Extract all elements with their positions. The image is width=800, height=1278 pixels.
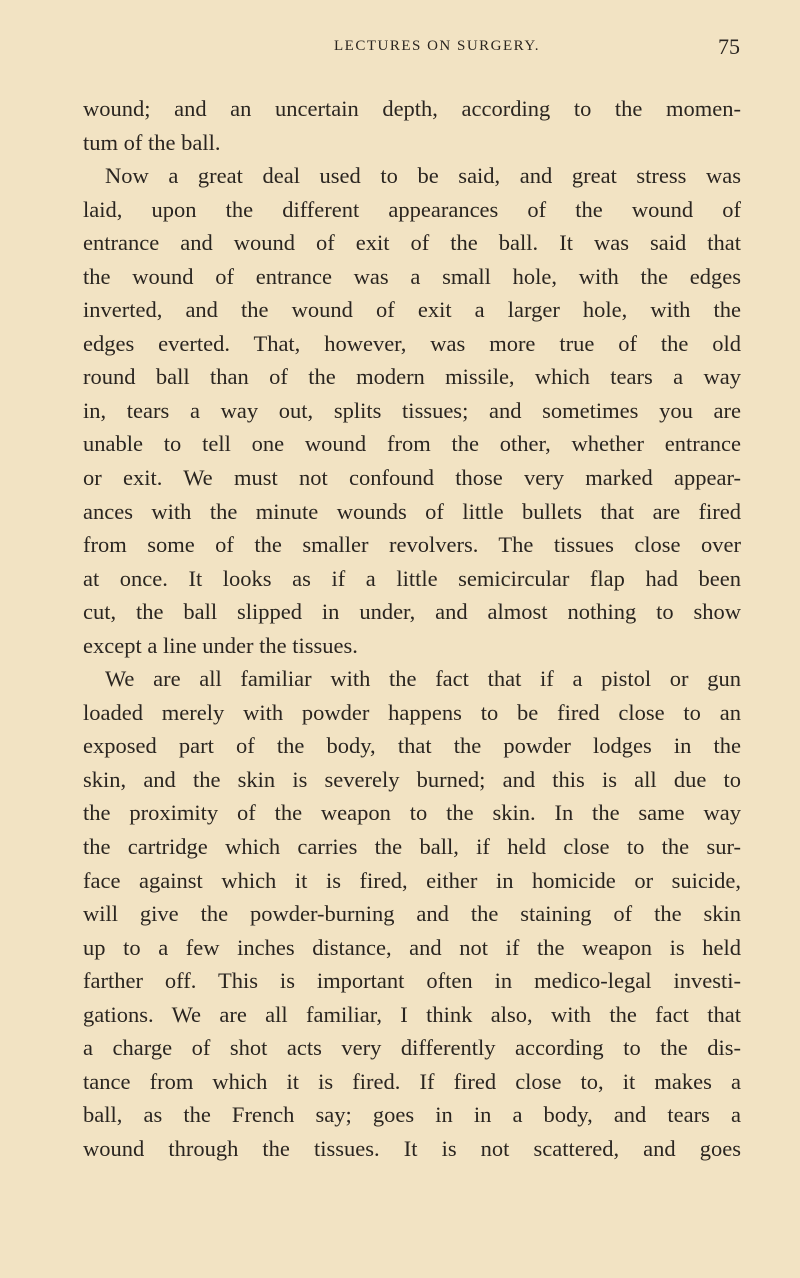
text-line: will give the powder-burning and the staining of the skin	[83, 901, 741, 927]
text-line: inverted, and the wound of exit a larger hole, with the	[83, 297, 741, 323]
text-line: laid, upon the different appearances of the wound of	[83, 196, 741, 222]
text-line: Now a great deal used to be said, and great stress was	[105, 163, 741, 189]
text-line: tum of the ball.	[83, 129, 221, 155]
text-line: exposed part of the body, that the powder lodges in the	[83, 733, 741, 759]
page-header	[84, 34, 740, 64]
text-line: wound; and an uncertain depth, according to the momen-	[83, 96, 741, 121]
text-line: ball, as the French say; goes in in a body, and tears a	[83, 1102, 741, 1128]
text-line: gations. We are all familiar, I think also, with the fact that	[83, 1001, 741, 1027]
text-line: entrance and wound of exit of the ball. It was said that	[83, 230, 741, 256]
text-line: wound through the tissues. It is not scattered, and goes	[83, 1135, 741, 1161]
text-line: loaded merely with powder happens to be fired close to an	[83, 699, 741, 725]
text-line: from some of the smaller revolvers. The tissues close over	[83, 532, 741, 558]
text-line: tance from which it is fired. If fired close to, it makes a	[83, 1068, 741, 1094]
running-title: LECTURES ON SURGERY.	[334, 38, 541, 54]
text-line: edges everted. That, however, was more true of the old	[83, 330, 741, 356]
text-line: in, tears a way out, splits tissues; and sometimes you are	[83, 397, 741, 423]
text-line: or exit. We must not confound those very marked appear-	[83, 465, 741, 491]
text-line: face against which it is fired, either in homicide or suicide,	[83, 867, 741, 893]
page-number: 75	[718, 34, 740, 59]
text-line: at once. It looks as if a little semicircular flap had been	[83, 565, 741, 591]
text-line: ances with the minute wounds of little bullets that are fired	[83, 498, 741, 524]
text-line: a charge of shot acts very differently according to the dis-	[83, 1035, 741, 1061]
text-line: skin, and the skin is severely burned; and this is all due to	[83, 766, 741, 792]
text-line: the proximity of the weapon to the skin. In the same way	[83, 800, 741, 826]
text-line: round ball than of the modern missile, which tears a way	[83, 364, 741, 390]
text-line: the cartridge which carries the ball, if held close to the sur-	[83, 834, 741, 860]
body-text	[83, 92, 741, 1166]
text-line: farther off. This is important often in medico-legal investi-	[83, 968, 741, 994]
text-line: up to a few inches distance, and not if the weapon is held	[83, 934, 741, 960]
text-line: the wound of entrance was a small hole, with the edges	[83, 263, 741, 289]
text-line: unable to tell one wound from the other, whether entrance	[83, 431, 741, 457]
text-line: cut, the ball slipped in under, and almost nothing to show	[83, 599, 741, 625]
text-line: We are all familiar with the fact that if a pistol or gun	[105, 666, 741, 692]
text-line: except a line under the tissues.	[83, 632, 358, 658]
